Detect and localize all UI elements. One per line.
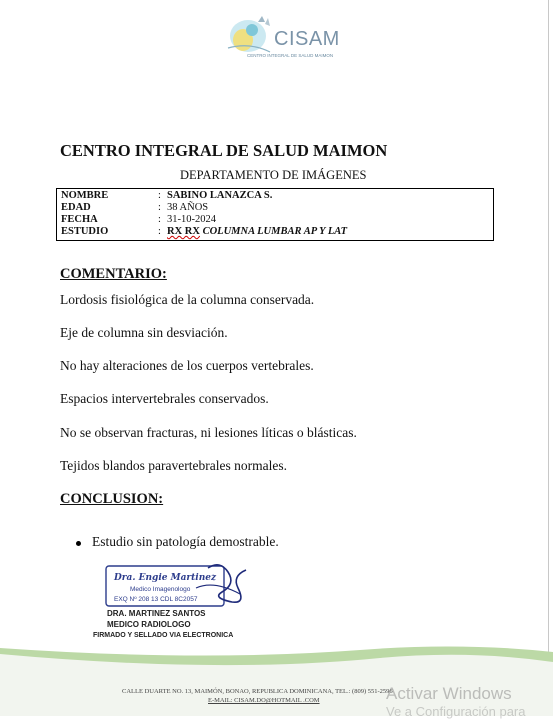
logo-wordmark: CISAM: [274, 28, 340, 50]
patient-info-box: [56, 188, 494, 241]
comentario-heading: COMENTARIO:: [60, 266, 167, 282]
estudio-separator: :: [158, 226, 161, 237]
footer-address: CALLE DUARTE NO. 13, MAIMÓN, BONAO, REPUBLICA DOMINICANA, TEL.: (809) 551-2596: [122, 688, 393, 695]
stamp-role: Medico Imagenologo: [130, 586, 191, 593]
cisam-logo: [210, 12, 350, 64]
doctor-title: MEDICO RADIOLOGO: [107, 620, 191, 629]
comentario-line: Espacios intervertebrales conservados.: [60, 391, 269, 406]
comentario-line: No se observan fracturas, ni lesiones líticas o blásticas.: [60, 425, 357, 440]
comentario-line: Eje de columna sin desviación.: [60, 325, 228, 340]
nombre-label: NOMBRE: [61, 190, 109, 201]
estudio-description: COLUMNA LUMBAR AP Y LAT: [202, 226, 348, 237]
footer-email[interactable]: E-MAIL: CISAM.DO@HOTMAIL .COM: [208, 697, 320, 704]
edad-label: EDAD: [61, 202, 91, 213]
stamp-name: Dra. Engie Martinez: [114, 573, 217, 583]
stamp-exequatur: EXQ Nº 208 13 CDL 8C2057: [114, 596, 198, 603]
patient-name: SABINO LANAZCA S.: [167, 190, 273, 201]
comentario-line: Lordosis fisiológica de la columna conservada.: [60, 292, 315, 307]
nombre-value: [167, 190, 272, 201]
comentario-line: Tejidos blandos paravertebrales normales.: [60, 458, 287, 473]
page-title: CENTRO INTEGRAL DE SALUD MAIMON: [60, 141, 388, 160]
windows-activation-watermark: Activar Windows: [386, 684, 512, 703]
windows-activation-subtext: Ve a Configuración para: [386, 704, 526, 719]
logo-subtitle: CENTRO INTEGRAL DE SALUD MAIMON: [247, 53, 334, 58]
department-label: DEPARTAMENTO DE IMÁGENES: [180, 168, 367, 182]
edad-value: 38 AÑOS: [167, 202, 209, 213]
estudio-value: [167, 226, 347, 237]
estudio-label: ESTUDIO: [61, 226, 109, 237]
fecha-label: FECHA: [61, 214, 98, 225]
fecha-value: 31-10-2024: [167, 214, 216, 225]
bullet-icon: [76, 541, 81, 546]
doctor-name: DRA. MARTINEZ SANTOS: [107, 609, 206, 618]
electronic-signature-note: FIRMADO Y SELLADO VIA ELECTRONICA: [93, 632, 234, 639]
comentario-line: No hay alteraciones de los cuerpos vertebrales.: [60, 358, 314, 373]
doctor-stamp: [100, 558, 260, 614]
nombre-separator: :: [158, 190, 161, 201]
fecha-separator: :: [158, 214, 161, 225]
estudio-prefix: RX RX: [167, 226, 200, 237]
edad-separator: :: [158, 202, 161, 213]
conclusion-heading: CONCLUSION:: [60, 491, 164, 507]
stamp-signature-icon: [100, 558, 260, 614]
conclusion-text: Estudio sin patología demostrable.: [92, 534, 279, 549]
